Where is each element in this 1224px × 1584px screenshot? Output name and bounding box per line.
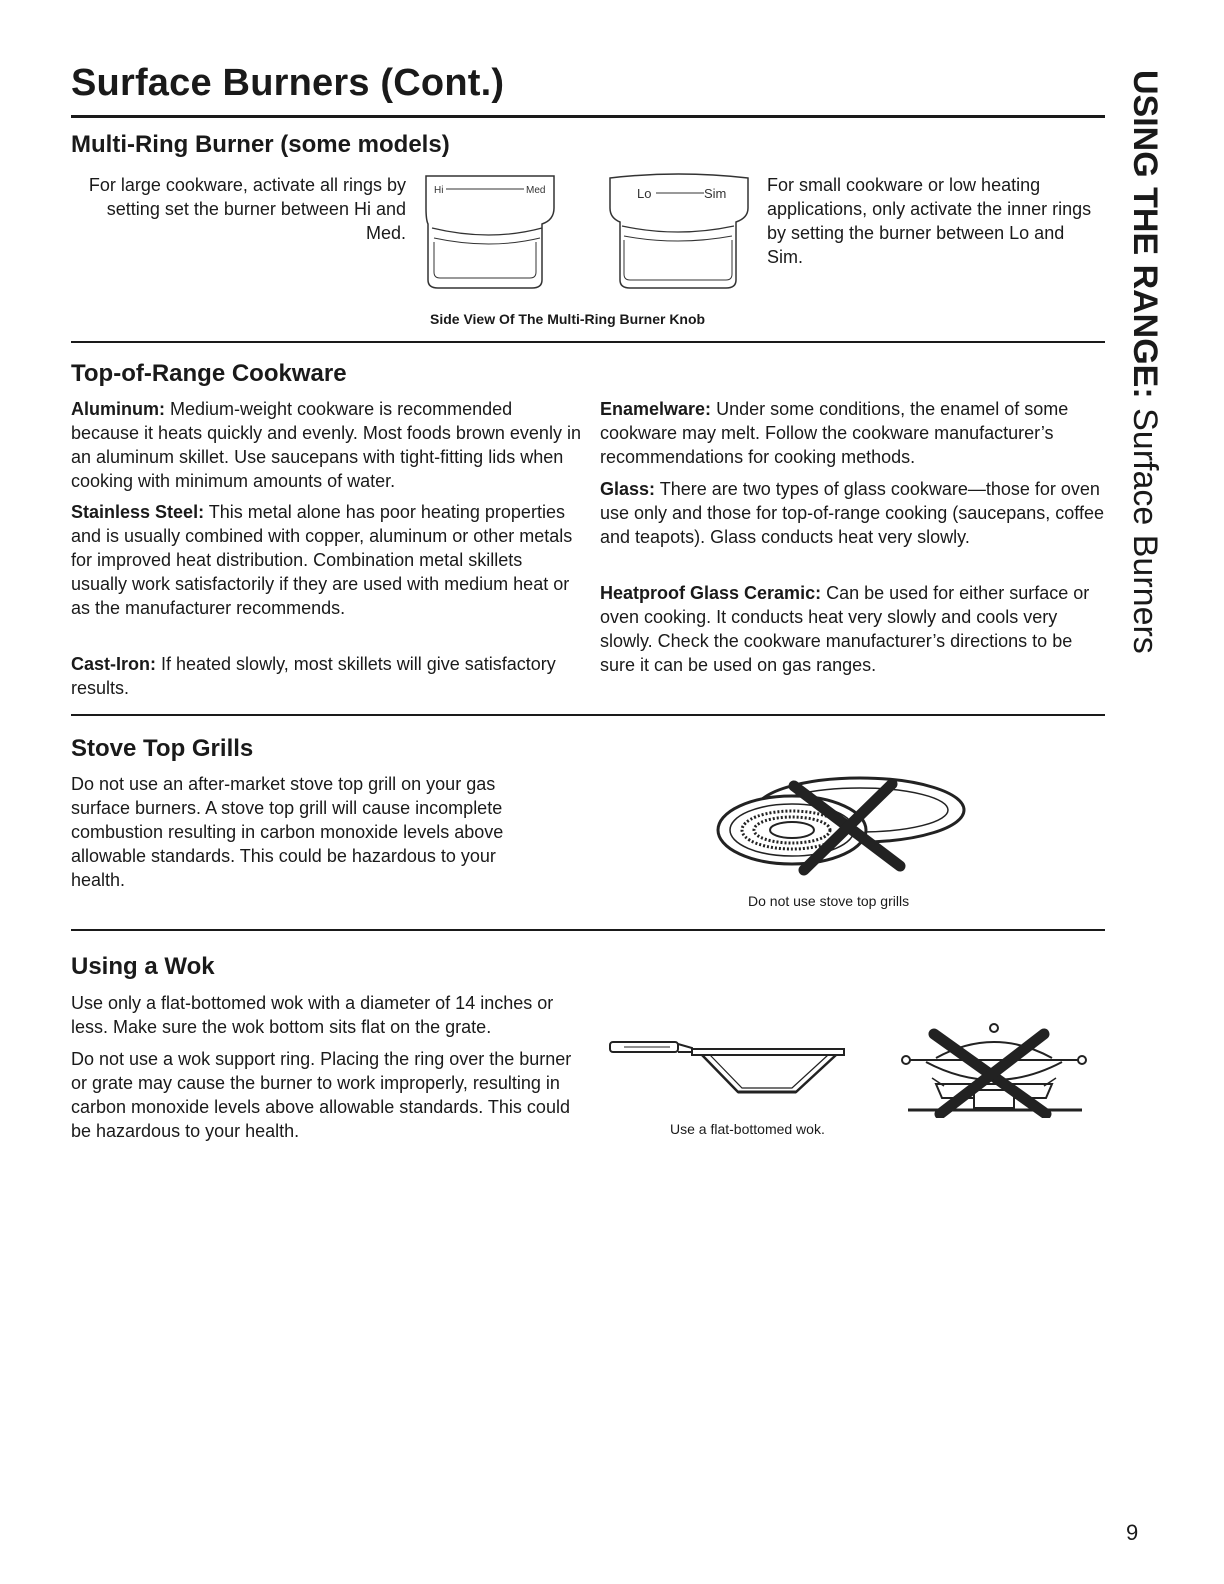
multi-ring-right-text: For small cookware or low heating applications, only activate the inner rings by setting the burner between Lo and Sim. <box>767 175 1092 267</box>
wok-heading: Using a Wok <box>71 953 215 980</box>
cookware-heading: Top-of-Range Cookware <box>71 360 347 387</box>
wok-ring-illustration <box>896 1018 1092 1118</box>
knob-hi-med-illustration <box>420 172 560 292</box>
knob-lo-sim-illustration <box>604 172 754 292</box>
wok-text-1: Use only a flat-bottomed wok with a diameter of 14 inches or less. Make sure the wok bottom sits flat on the grate. <box>71 993 554 1037</box>
castiron-paragraph <box>71 652 581 700</box>
multi-ring-heading: Multi-Ring Burner (some models) <box>71 131 450 158</box>
page-title: Surface Burners (Cont.) <box>71 62 505 104</box>
ceramic-paragraph <box>600 581 1105 677</box>
castiron-text: If heated slowly, most skillets will give satisfactory results. <box>71 654 556 698</box>
stainless-text: This metal alone has poor heating properties and is usually combined with copper, aluminum or other metals for improved heat distribution. Combination metal skillets usually work satisfactorily if they are used with medium heat or as the manufacturer recommends. <box>71 502 573 618</box>
section-divider <box>71 341 1105 343</box>
wok-text-2: Do not use a wok support ring. Placing the ring over the burner or grate may cause the burner to work improperly, resulting in carbon monoxide levels above allowable standards. This could be hazardous to your health. <box>71 1049 572 1141</box>
section-divider <box>71 929 1105 931</box>
knob-lo-label: Lo <box>637 186 652 201</box>
aluminum-label: Aluminum: <box>71 399 165 419</box>
side-tab <box>1122 70 1170 760</box>
flat-wok-illustration <box>606 1034 852 1104</box>
grills-heading: Stove Top Grills <box>71 735 254 762</box>
grills-caption: Do not use stove top grills <box>748 893 910 909</box>
side-tab-normal: Surface Burners <box>1126 398 1164 654</box>
enamel-text: Under some conditions, the enamel of some cookware may melt. Follow the cookware manufacturer’s recommendations for cooking methods. <box>600 399 1069 467</box>
glass-text: There are two types of glass cookware—those for oven use only and those for top-of-range cooking (saucepans, coffee and teapots). Glass conducts heat very slowly. <box>600 479 1104 547</box>
knob-sim-label: Sim <box>704 186 727 201</box>
enamel-paragraph <box>600 397 1105 469</box>
grills-text: Do not use an after-market stove top grill on your gas surface burners. A stove top grill will cause incomplete combustion resulting in carbon monoxide levels above allowable standards. This could be hazardous to your health. <box>71 774 504 890</box>
glass-label: Glass: <box>600 479 656 499</box>
section-divider <box>71 714 1105 716</box>
knob-hi-label: Hi <box>434 185 444 196</box>
castiron-label: Cast-Iron: <box>71 654 156 674</box>
knob-med-label: Med <box>526 185 546 196</box>
aluminum-paragraph <box>71 397 581 493</box>
page-number: 9 <box>1126 1520 1139 1545</box>
knob-caption: Side View Of The Multi-Ring Burner Knob <box>430 311 706 327</box>
aluminum-text: Medium-weight cookware is recommended because it heats quickly and evenly. Most foods brown evenly in an aluminum skillet. Use saucepans with tight-fitting lids when cooking with minimum amounts of water. <box>71 399 581 491</box>
multi-ring-left-text: For large cookware, activate all rings by setting set the burner between Hi and Med. <box>88 175 406 243</box>
wok-caption: Use a flat-bottomed wok. <box>670 1121 825 1137</box>
ceramic-text: Can be used for either surface or oven cooking. It conducts heat very slowly and cools very slowly. Check the cookware manufacturer’s directions to be sure it can be used on gas ranges. <box>600 583 1090 675</box>
stainless-label: Stainless Steel: <box>71 502 205 522</box>
stove-grill-illustration <box>710 766 974 876</box>
title-rule <box>71 115 1105 118</box>
ceramic-label: Heatproof Glass Ceramic: <box>600 583 822 603</box>
enamel-label: Enamelware: <box>600 399 712 419</box>
side-tab-bold: USING THE RANGE: <box>1126 70 1164 399</box>
stainless-paragraph <box>71 500 581 620</box>
glass-paragraph <box>600 477 1105 549</box>
